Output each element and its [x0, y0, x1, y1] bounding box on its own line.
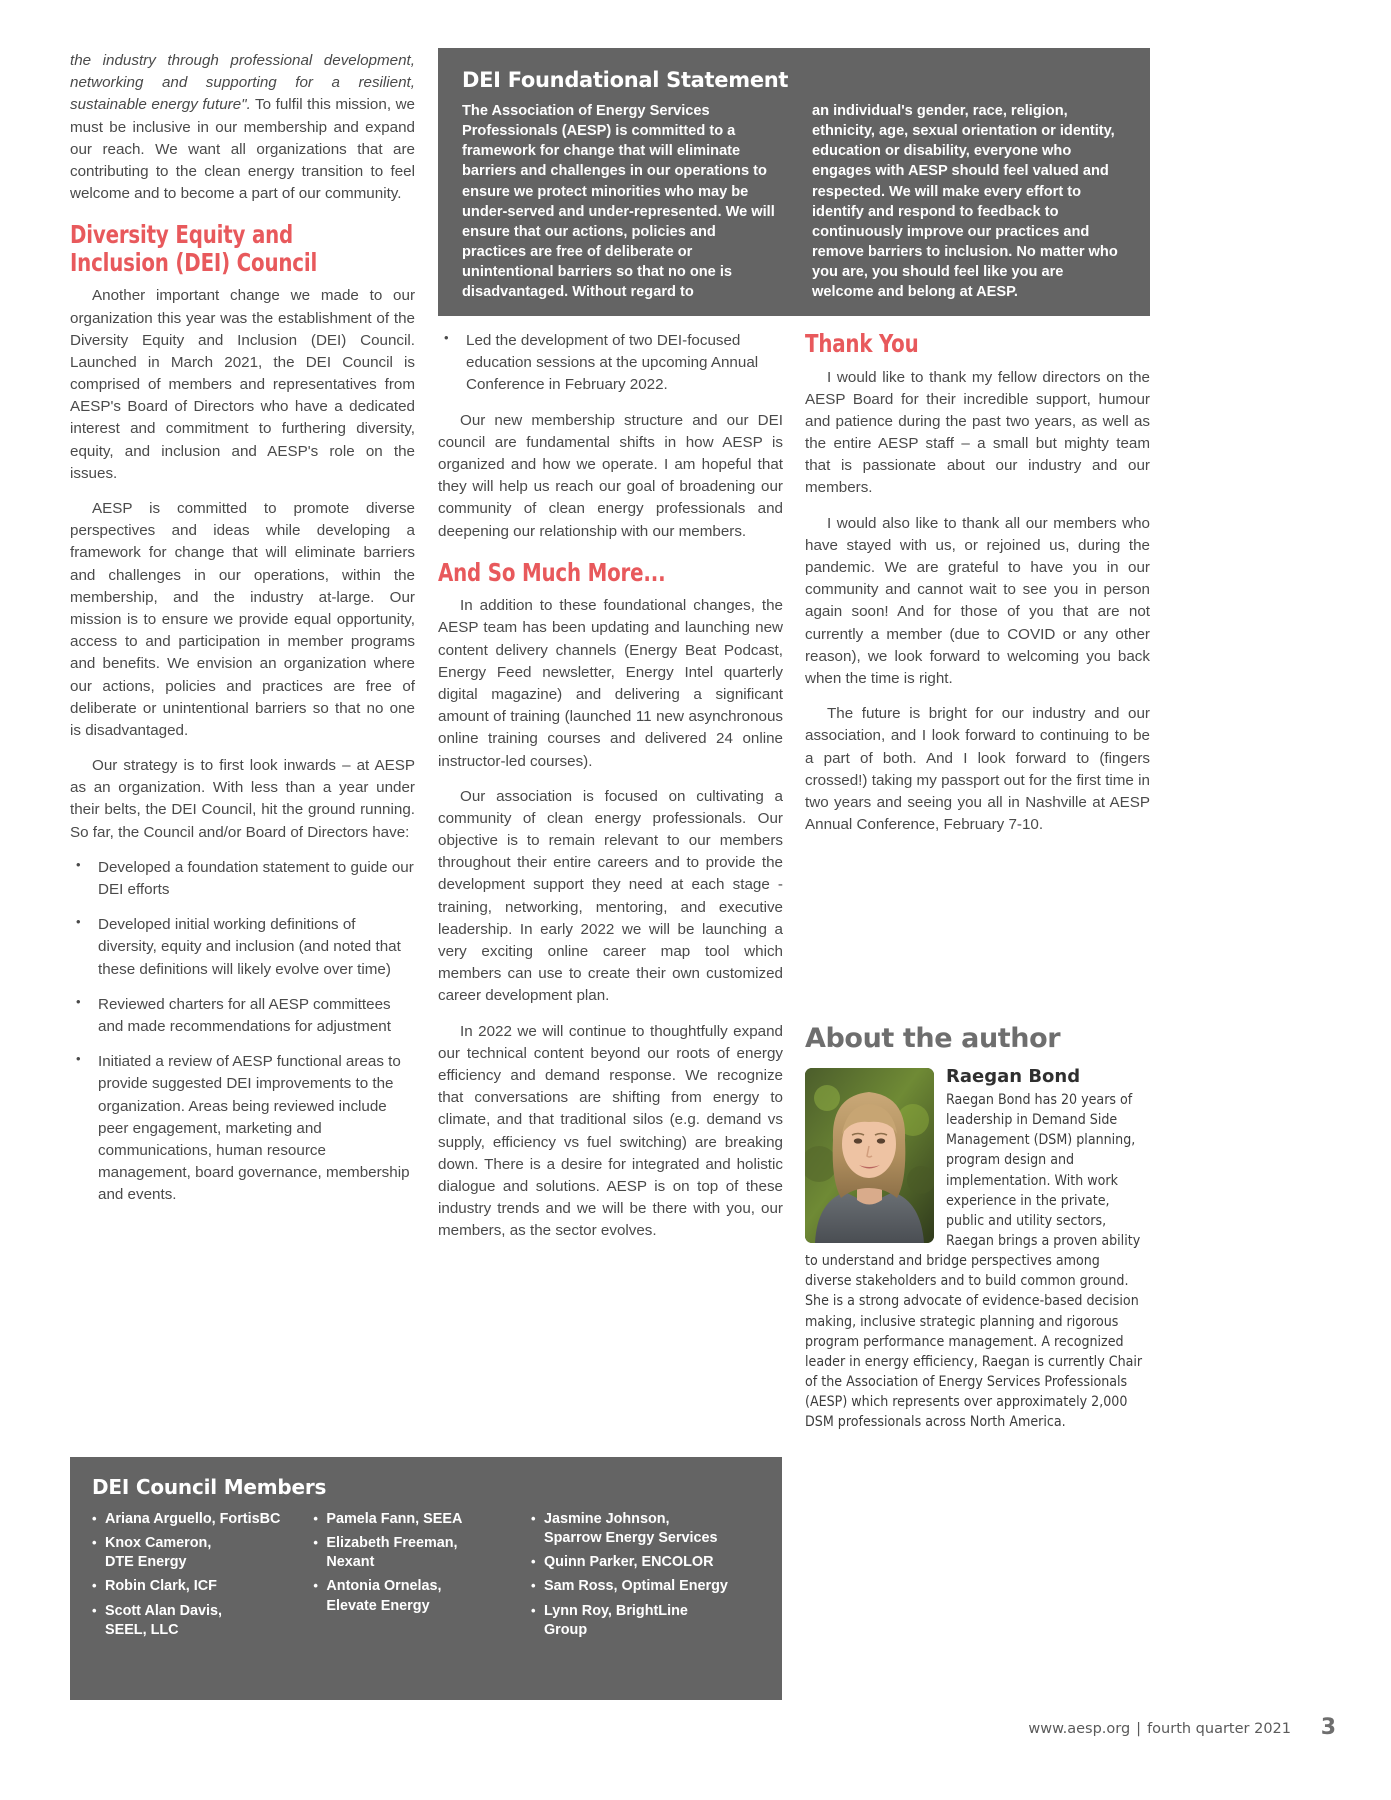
footer-text [1028, 1721, 1291, 1737]
author-photo [805, 1068, 934, 1243]
right-column [805, 330, 1150, 849]
about-the-author-section [805, 1023, 1150, 1432]
intro-italic-text: the industry through professional development, networking and supporting for a resilient, sustainable energy future". [70, 52, 415, 114]
members-column-2 [313, 1510, 531, 1645]
left-paragraph-3: Our strategy is to first look inwards – at AESP as an organization. With less than a year under their belts, the DEI Council, hit the ground running. So far, the Council and/or Board of Directors have: [70, 757, 415, 841]
heading-and-so-much-more: And So Much More... [438, 557, 666, 587]
list-item: • Jasmine Johnson, Sparrow Energy Services [531, 1510, 760, 1548]
left-column [70, 50, 415, 1219]
statement-text-left: The Association of Energy Services Professionals (AESP) is committed to a framework for change that will eliminate barriers and challenges in our operations to ensure we protect minorities who may be under-served and under-represented. We will ensure that our actions, policies and practices are free of deliberate or unintentional barriers so that no one is disadvantaged. Without regard to [462, 103, 775, 301]
list-item: • Sam Ross, Optimal Energy [531, 1577, 760, 1596]
list-item: • Developed initial working definitions of diversity, equity and inclusion (and noted that these definitions will likely evolve over time) [70, 914, 415, 981]
footer-issue: fourth quarter 2021 [1147, 1721, 1291, 1737]
list-item: • Lynn Roy, BrightLine Group [531, 1602, 760, 1640]
heading-dei-council: Diversity Equity and Inclusion (DEI) Council [70, 220, 318, 277]
about-author-heading: About the author [805, 1023, 1061, 1054]
members-column-1 [92, 1510, 313, 1645]
middle-column [438, 330, 783, 1255]
left-bullet-list [70, 857, 415, 1207]
list-item: • Elizabeth Freeman, Nexant [313, 1534, 531, 1572]
dei-council-members-box [70, 1457, 782, 1700]
statement-text-right: an individual's gender, race, religion, ethnicity, age, sexual orientation or identity, education or disability, everyone who engages with AESP should feel valued and respected. We will make every effort to identify and respond to feedback to continuously improve our practices and remove barriers to inclusion. No matter who you are, you should feel like you are welcome and belong at AESP. [812, 103, 1118, 301]
author-portrait-image [805, 1068, 934, 1243]
members-box-title: DEI Council Members [92, 1475, 327, 1499]
middle-bullet-list [438, 330, 783, 397]
dei-foundational-statement-box [438, 48, 1150, 316]
right-paragraph-3: The future is bright for our industry and our association, and I look forward to continuing to be a part of both. And I look forward to (fingers crossed!) taking my passport out for the first time in two years and seeing you all in Nashville at AESP Annual Conference, February 7-10. [805, 705, 1150, 834]
list-item: • Robin Clark, ICF [92, 1577, 313, 1596]
author-bio: Raegan Bond has 20 years of leadership in Demand Side Management (DSM) planning, program design and implementation. With work experience in the private, public and utility sectors, Raegan brings a proven ability to understand and bridge perspectives among diverse stakeholders and to build common ground. She is a strong advocate of evidence-based decision making, inclusive strategic planning and rigorous program performance management. A recognized leader in energy efficiency, Raegan is currently Chair of the Association of Energy Services Professionals (AESP) which represents over approximately 2,000 DSM professionals across North America. [805, 1092, 1143, 1431]
statement-title: DEI Foundational Statement [462, 68, 789, 92]
footer-separator: | [1136, 1721, 1142, 1737]
list-item: • Initiated a review of AESP functional areas to provide suggested DEI improvements to the organization. Areas being reviewed include peer engagement, marketing and communications, human resource management, board governance, membership and events. [70, 1051, 415, 1206]
members-column-3 [531, 1510, 760, 1645]
list-item: • Scott Alan Davis, SEEL, LLC [92, 1602, 313, 1640]
left-paragraph-1: Another important change we made to our organization this year was the establishment of the Diversity Equity and Inclusion (DEI) Council. Launched in March 2021, the DEI Council is comprised of members and representatives from AESP's Board of Directors who have a dedicated interest and commitment to furthering diversity, equity, and inclusion and AESP's role on the issues. [70, 287, 415, 482]
page-footer [0, 1715, 1391, 1761]
list-item: • Antonia Ornelas, Elevate Energy [313, 1577, 531, 1615]
list-item: • Ariana Arguello, FortisBC [92, 1510, 313, 1529]
list-item: • Developed a foundation statement to guide our DEI efforts [70, 857, 415, 901]
right-paragraph-1: I would like to thank my fellow directors on the AESP Board for their incredible support, humour and patience during the past two years, as well as the entire AESP staff – a small but mighty team that is passionate about our industry and our members. [805, 368, 1150, 497]
footer-website[interactable]: www.aesp.org [1028, 1721, 1131, 1737]
middle-paragraph-1: Our new membership structure and our DEI council are fundamental shifts in how AESP is organized and how we operate. I am hopeful that they will help us reach our goal of broadening our community of clean energy professionals and deepening our relationship with our members. [438, 411, 783, 540]
intro-rest-text: To fulfil this mission, we must be inclusive in our membership and expand our reach. We want all organizations that are contributing to the clean energy transition to feel welcome and to become a part of our community. [70, 96, 415, 203]
statement-columns [462, 101, 1126, 302]
author-name: Raegan Bond [946, 1066, 1081, 1087]
page-number: 3 [1320, 1715, 1336, 1740]
list-item: • Pamela Fann, SEEA [313, 1510, 531, 1529]
right-paragraph-2: I would also like to thank all our members who have stayed with us, or rejoined us, during the pandemic. We are grateful to have you in our community and cannot wait to see you in person again soon! And for those of you that are not currently a member (due to COVID or any other reason), we look forward to welcoming you back when the time is right. [805, 514, 1150, 687]
list-item: • Knox Cameron, DTE Energy [92, 1534, 313, 1572]
left-paragraph-2: AESP is committed to promote diverse perspectives and ideas while developing a framework for change that will eliminate barriers and challenges in our operations, within the membership, and the industry at-large. Our mission is to ensure we provide equal opportunity, access to and participation in member programs and benefits. We envision an organization where our actions, policies and practices are free of deliberate or unintentional barriers so that no one is disadvantaged. [70, 500, 415, 739]
list-item: • Quinn Parker, ENCOLOR [531, 1553, 760, 1572]
middle-paragraph-4: In 2022 we will continue to thoughtfully expand our technical content beyond our roots of energy efficiency and demand response. We recognize that conversations are shifting from energy to climate, and that traditional silos (e.g. demand vs supply, efficiency vs fuel switching) are breaking down. There is a desire for integrated and holistic dialogue and solutions. AESP is on top of these industry trends and we will be there with you, our members, as the sector evolves. [438, 1022, 783, 1240]
members-columns [92, 1510, 760, 1645]
heading-thank-you: Thank You [805, 329, 919, 358]
middle-paragraph-3: Our association is focused on cultivating a community of clean energy professionals. Our objective is to remain relevant to our members throughout their entire careers and to provide the development support they need at each stage - training, networking, mentoring, and executive leadership. In early 2022 we will be launching a very exciting online career map tool which members can use to create their own customized career development plan. [438, 787, 783, 1005]
list-item: • Reviewed charters for all AESP committees and made recommendations for adjustment [70, 994, 415, 1038]
intro-paragraph [70, 50, 415, 205]
list-item: • Led the development of two DEI-focused education sessions at the upcoming Annual Conference in February 2022. [438, 330, 783, 397]
middle-paragraph-2: In addition to these foundational changes, the AESP team has been updating and launching new content delivery channels (Energy Beat Podcast, Energy Feed newsletter, Energy Intel quarterly digital magazine) and delivering a significant amount of training (launched 11 new asynchronous online training courses and delivered 24 online instructor-led courses). [438, 597, 783, 770]
